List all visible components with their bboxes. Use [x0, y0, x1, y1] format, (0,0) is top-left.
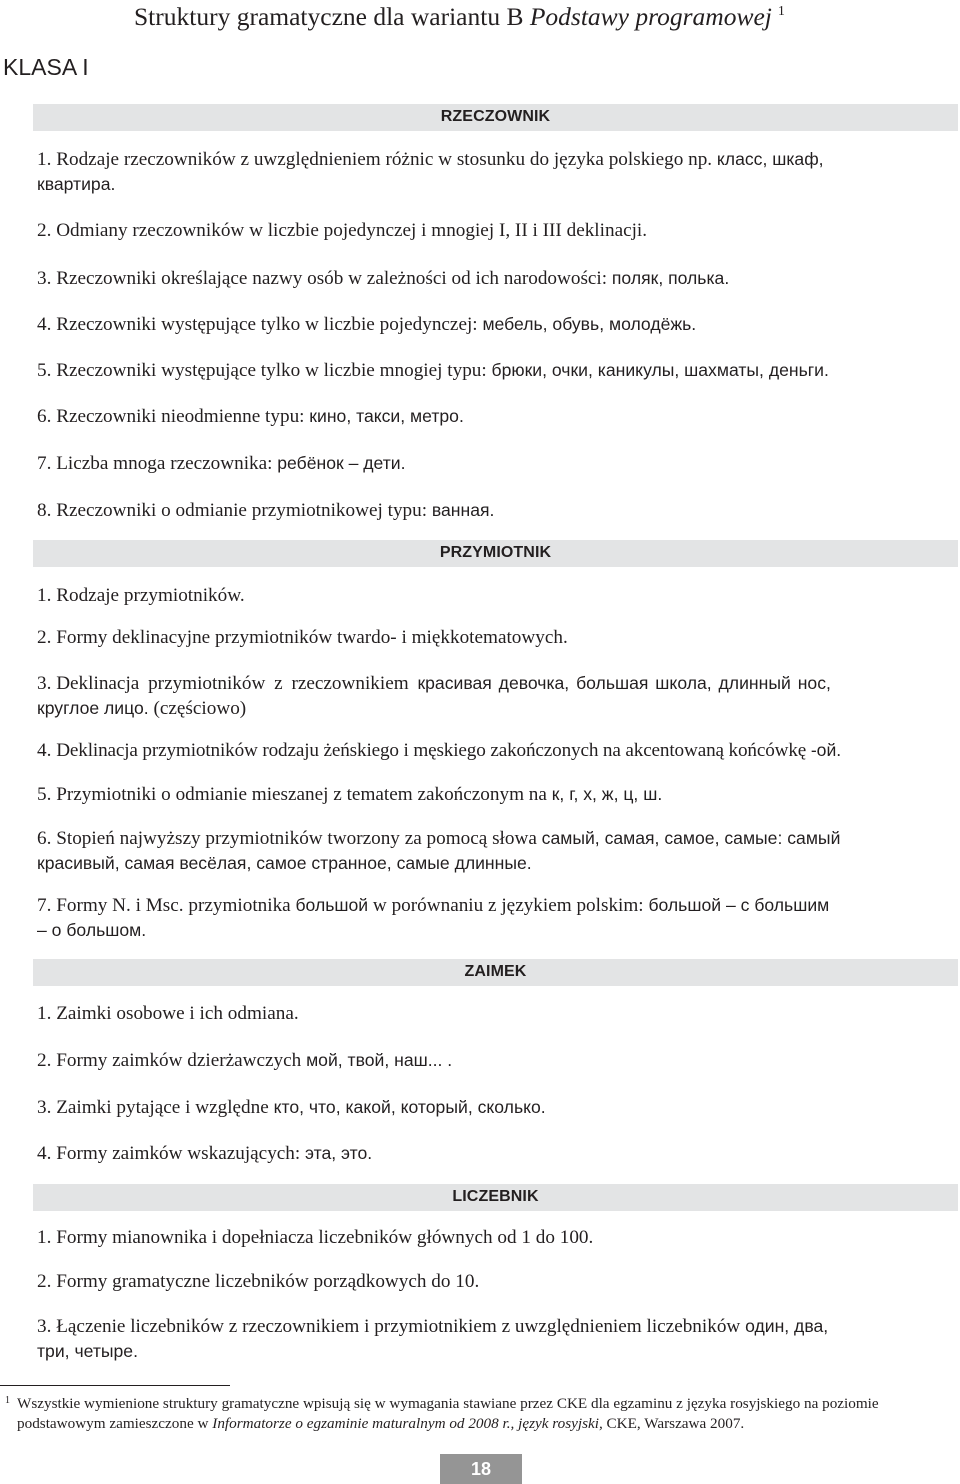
footnote-mark: 1 — [5, 1395, 10, 1406]
section-heading-liczebnik: LICZEBNIK — [33, 1184, 958, 1211]
list-item: 2. Odmiany rzeczowników w liczbie pojedynczej i mnogiej I, II i III deklinacji. — [37, 220, 648, 241]
list-item: 4. Rzeczowniki występujące tylko w liczbie pojedynczej: мебель, обувь, молодёжь. — [37, 314, 697, 335]
list-item: 8. Rzeczowniki o odmianie przymiotnikowej typu: ванная. — [37, 500, 495, 521]
section-heading-rzeczownik: RZECZOWNIK — [33, 104, 958, 131]
list-item: 7. Liczba mnoga rzeczownika: ребёнок – дети. — [37, 453, 406, 474]
section-heading-zaimek: ZAIMEK — [33, 959, 958, 986]
list-item: 2. Formy zaimków dzierżawczych мой, твой, наш... . — [37, 1050, 453, 1071]
list-item: 3. Łączenie liczebników z rzeczownikiem i przymiotnikiem z uwzględnieniem liczebników один, два, три, четыре. — [37, 1316, 829, 1361]
footnote-rule — [0, 1385, 230, 1386]
list-item: 4. Formy zaimków wskazujących: эта, это. — [37, 1143, 373, 1164]
list-item: 3. Deklinacja przymiotników z rzeczownikiem красивая девочка, большая школа, длинный нос, круглое лицо. (częściowo) — [37, 673, 831, 719]
list-item: 7. Formy N. i Msc. przymiotnika большой w porównaniu z językiem polskim: большой – с большим – о большом. — [37, 895, 830, 940]
list-item: 6. Stopień najwyższy przymiotników tworzony za pomocą słowa самый, самая, самое, самые: самый красивый, самая весёлая, самое странное, самые длинные. — [37, 828, 841, 873]
list-item: 1. Rodzaje rzeczowników z uwzględnieniem różnic w stosunku do języka polskiego np. класс, шкаф, квартира. — [37, 149, 824, 194]
list-item: 4. Deklinacja przymiotników rodzaju żeńskiego i męskiego zakończonych na akcentowaną końcówkę -ой. — [37, 740, 842, 761]
page-number: 18 — [440, 1454, 522, 1484]
footnote: 1 Wszystkie wymienione struktury gramatyczne wpisują się w wymagania stawiane przez CKE dla egzaminu z języka rosyjskiego na poziomie podstawowym zamieszczone w Informatorze o egzaminie maturalnym od 2008 r., język rosyjski, CKE, Warszawa 2007. — [17, 1394, 957, 1434]
list-item: 3. Zaimki pytające i względne кто, что, какой, который, сколько. — [37, 1097, 546, 1118]
list-item: 2. Formy deklinacyjne przymiotników twardo- i miękkotematowych. — [37, 627, 568, 648]
list-item: 6. Rzeczowniki nieodmienne typu: кино, такси, метро. — [37, 406, 464, 427]
list-item: 2. Formy gramatyczne liczebników porządkowych do 10. — [37, 1271, 480, 1292]
page-title: Struktury gramatyczne dla wariantu B Podstawy programowej $^1$ — [134, 2, 785, 31]
page-title-italic: Podstawy programowej — [529, 2, 772, 31]
list-item: 1. Rodzaje przymiotników. — [37, 585, 245, 606]
footnote-ref: 1 — [777, 4, 785, 19]
section-heading-przymiotnik: PRZYMIOTNIK — [33, 540, 958, 567]
list-item: 5. Przymiotniki o odmianie mieszanej z tematem zakończonym na к, г, х, ж, ц, ш. — [37, 784, 663, 805]
list-item: 5. Rzeczowniki występujące tylko w liczbie mnogiej typu: брюки, очки, каникулы, шахматы, деньги. — [37, 360, 829, 381]
list-item: 1. Zaimki osobowe i ich odmiana. — [37, 1003, 299, 1024]
list-item: 1. Formy mianownika i dopełniacza liczebników głównych od 1 do 100. — [37, 1227, 594, 1248]
list-item: 3. Rzeczowniki określające nazwy osób w zależności od ich narodowości: поляк, полька. — [37, 268, 730, 289]
class-label: KLASA I — [3, 54, 89, 80]
